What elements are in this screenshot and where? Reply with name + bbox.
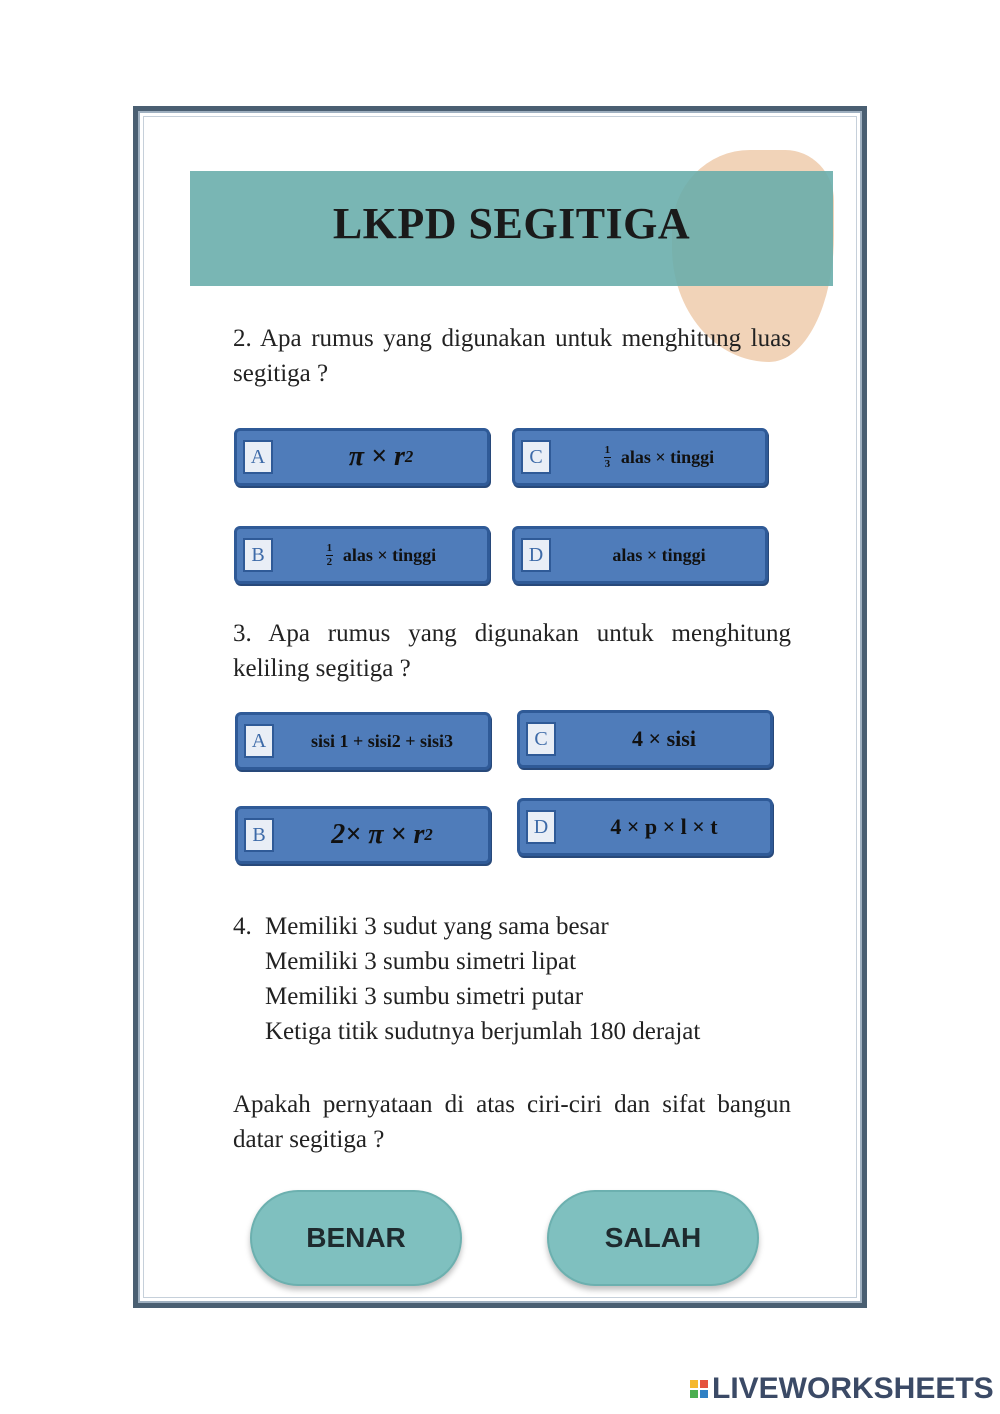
option-letter: C — [521, 440, 551, 474]
q3-option-c[interactable] — [517, 710, 773, 768]
option-formula: 4 × p × l × t — [610, 814, 718, 839]
option-formula: 4 × sisi — [632, 726, 696, 751]
option-formula: $\frac{1}{3}$ alas × tinggi — [604, 443, 715, 470]
question-2-text: 2. Apa rumus yang digunakan untuk menghitung luas segitiga ? — [233, 325, 791, 387]
q4-line-3: Memiliki 3 sumbu simetri putar — [265, 983, 584, 1010]
option-letter: C — [526, 722, 556, 756]
fraction: $\frac{1}{2}$ — [326, 541, 333, 568]
q2-option-a[interactable] — [234, 428, 490, 486]
brand-name: LIVEWORKSHEETS — [712, 1372, 994, 1405]
liveworksheets-logo — [690, 1372, 994, 1406]
page-title: LKPD SEGITIGA — [332, 199, 691, 248]
option-letter: A — [243, 440, 273, 474]
option-formula: $\frac{1}{2}$ alas × tinggi — [326, 541, 437, 568]
option-letter: D — [526, 810, 556, 844]
option-letter: A — [244, 724, 274, 758]
q4-line-1: 4. Memiliki 3 sudut yang sama besar — [233, 913, 609, 940]
benar-button[interactable]: BENAR — [250, 1190, 462, 1286]
q2-option-c[interactable] — [512, 428, 768, 486]
option-letter: B — [244, 818, 274, 852]
q3-option-b[interactable] — [235, 806, 491, 864]
option-letter: D — [521, 538, 551, 572]
option-formula: π × r 2 — [348, 441, 414, 472]
q3-option-d[interactable] — [517, 798, 773, 856]
q4-line-2: Memiliki 3 sumbu simetri lipat — [265, 948, 577, 975]
q2-option-d[interactable] — [512, 526, 768, 584]
logo-icon — [690, 1380, 708, 1398]
q4-line-4: Ketiga titik sudutnya berjumlah 180 derajat — [265, 1018, 701, 1045]
option-formula: 2× π × r 2 — [331, 819, 433, 850]
q2-option-b[interactable] — [234, 526, 490, 584]
option-letter: B — [243, 538, 273, 572]
question-4-list — [233, 909, 791, 1049]
fraction: $\frac{1}{3}$ — [604, 443, 611, 470]
q3-option-a[interactable] — [235, 712, 491, 770]
question-4-statement: Apakah pernyataan di atas ciri-ciri dan sifat bangun datar segitiga ? — [233, 1091, 791, 1153]
option-formula: alas × tinggi — [612, 544, 706, 565]
salah-button[interactable]: SALAH — [547, 1190, 759, 1286]
question-3-text: 3. Apa rumus yang digunakan untuk menghitung keliling segitiga ? — [233, 620, 791, 682]
option-formula: sisi 1 + sisi2 + sisi3 — [310, 730, 454, 751]
